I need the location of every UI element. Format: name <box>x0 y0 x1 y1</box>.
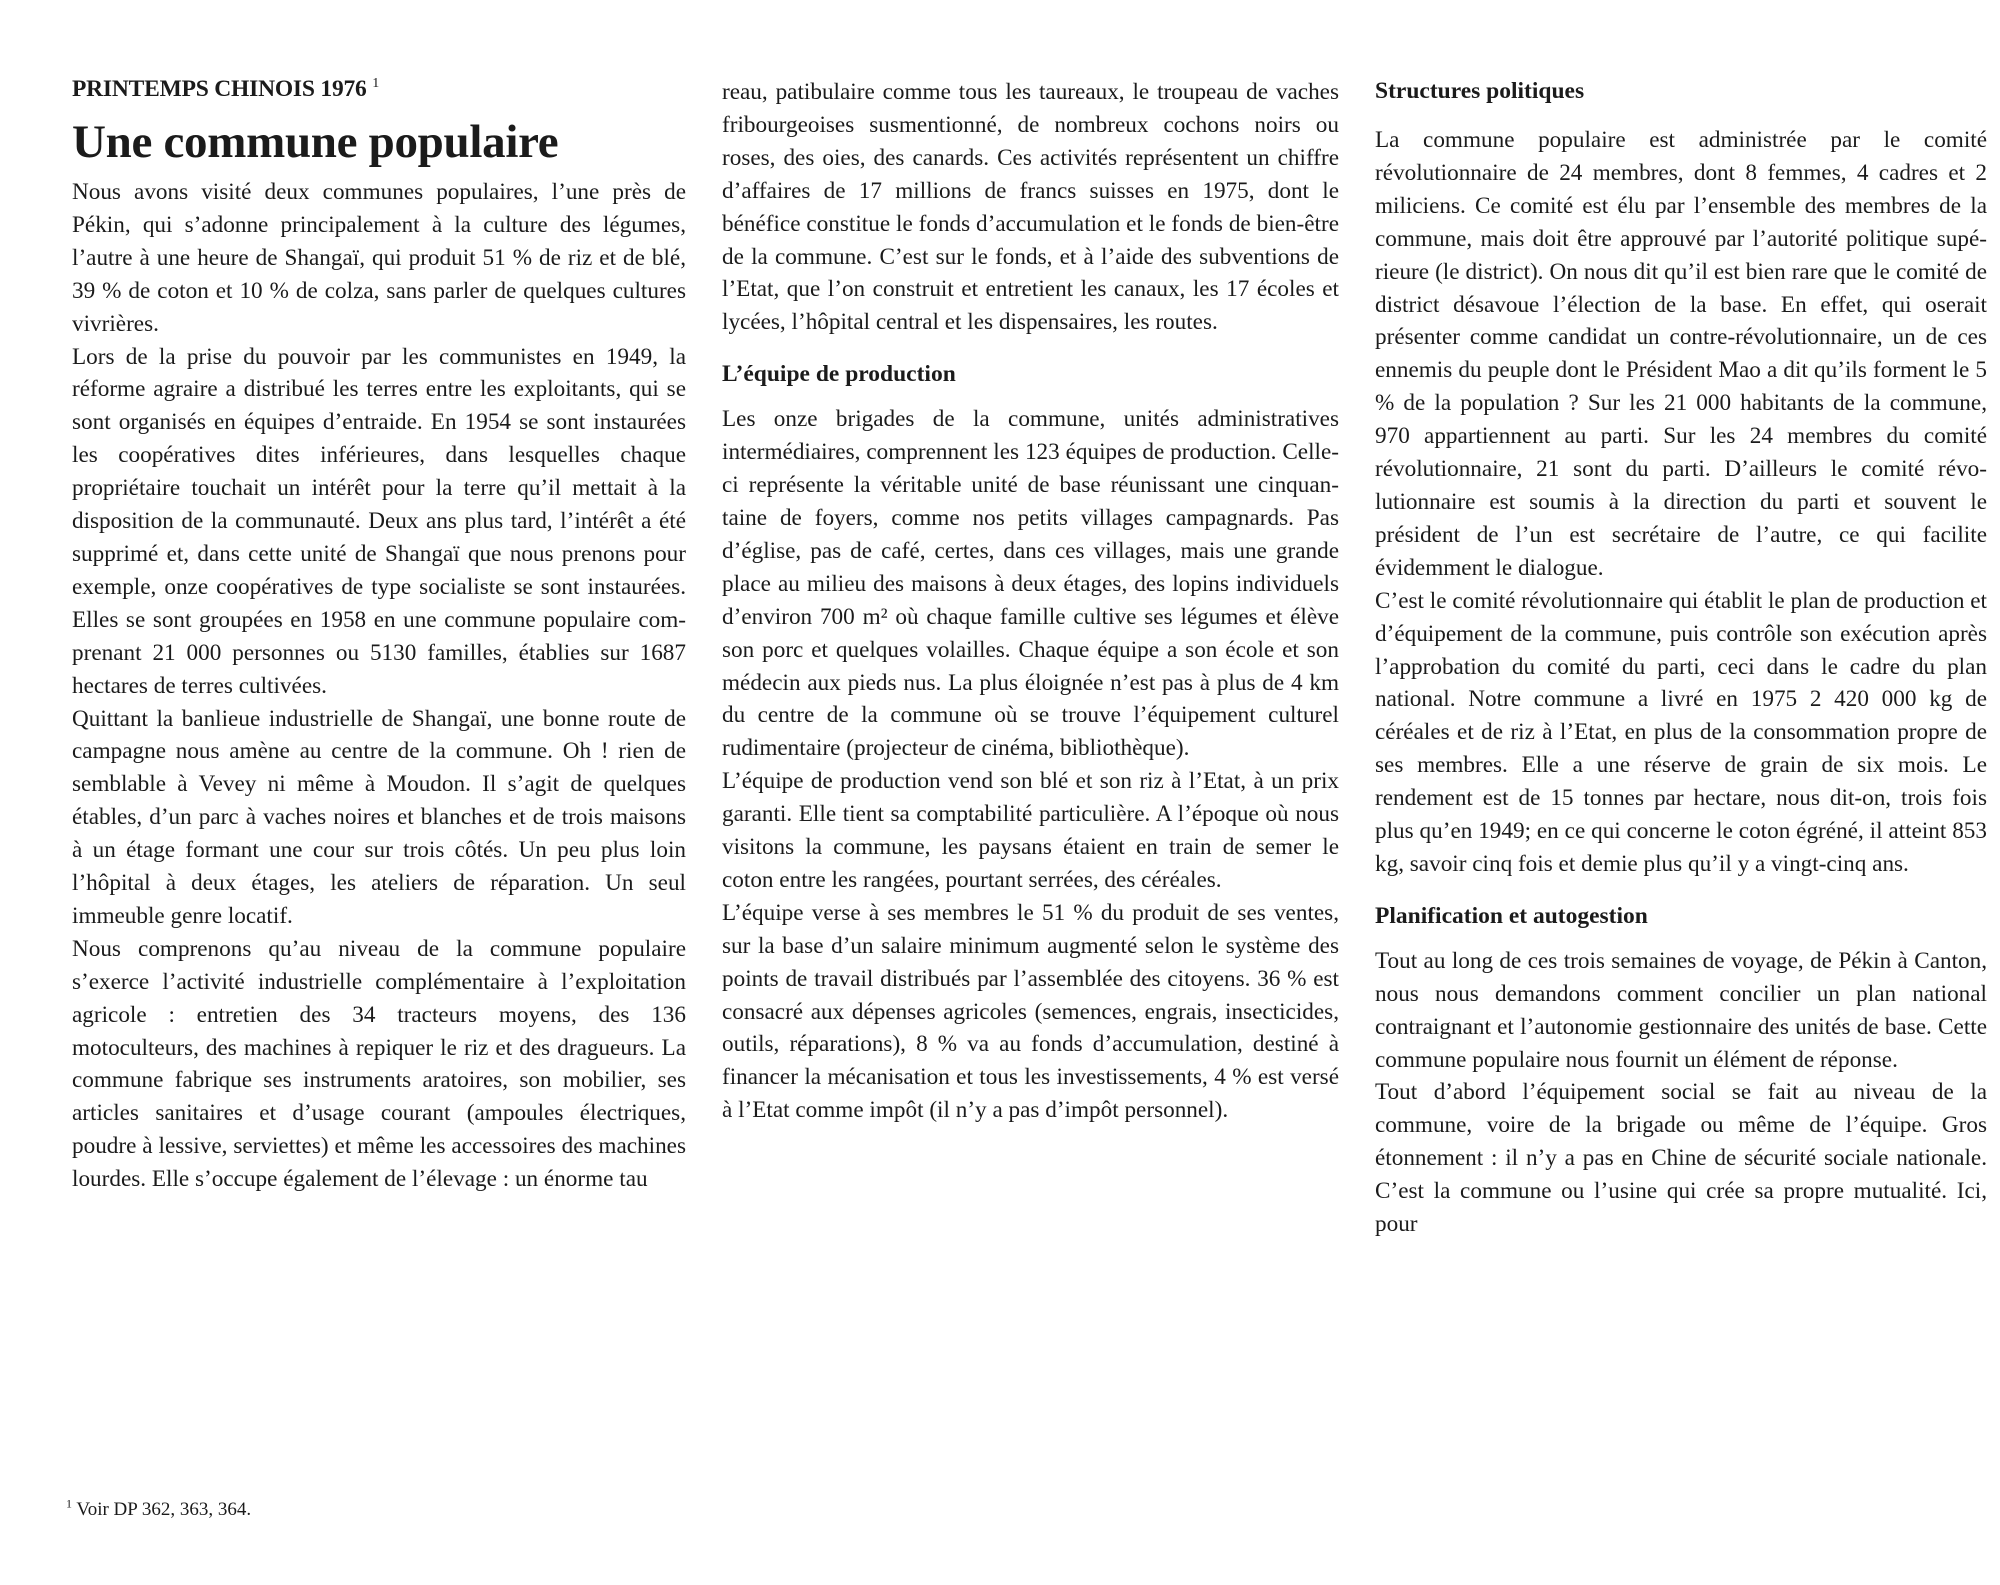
paragraph: Lors de la prise du pouvoir par les communistes en 1949, la réforme agraire a distribué les terres entre les exploitants, qui se sont organisés en équipes d’entraide. En 1954 se sont instaurées les coopératives dites inférieures, dans lesquelles chaque propriétaire touchait un intérêt pour la terre qu’il mettait à la disposition de la communauté. Deux ans plus tard, l’intérêt a été supprimé et, dans cette unité de Shangaï que nous prenons pour exemple, onze coopératives de type socialiste se sont instaurées. Elles se sont groupées en 1958 en une commune populaire comprenant 21 000 personnes ou 5130 familles, établies sur 1687 hectares de terres cultivées. <box>72 343 686 699</box>
column-2 <box>722 76 1339 1127</box>
footnote-text: Voir DP 362, 363, 364. <box>76 1499 252 1520</box>
section-heading-politics: Structures politiques <box>1375 78 1585 104</box>
paragraph: Tout au long de ces trois semaines de voyage, de Pékin à Canton, nous nous demandons comment concilier un plan national contraignant et l’autonomie gestionnaire des unités de base. Cette commune populaire nous fournit un élément de réponse. <box>1375 947 1987 1073</box>
paragraph: C’est le comité révolutionnaire qui établit le plan de production et d’équipement de la commune, puis contrôle son exécution après l’approbation du comité du parti, ceci dans le cadre du plan national. Notre commune a livré en 1975 2 420 000 kg de céréales et de riz à l’Etat, en plus de la consommation propre de ses membres. Elle a une réserve de grain de six mois. Le rendement est de 15 tonnes par hectare, nous dit-on, trois fois plus qu’en 1949; en ce qui concerne le coton égréné, il atteint 853 kg, savoir cinq fois et demie plus qu’il y a vingt-cinq ans. <box>1375 587 1987 877</box>
paragraph: Les onze brigades de la commune, unités administratives intermédiaires, comprennent les 123 équipes de production. Celle-ci représente la véritable unité de base réunissant une cinquantaine de foyers, comme nos petits villages campagnards. Pas d’église, pas de café, certes, dans ces villages, mais une grande place au milieu des maisons à deux étages, des lopins individuels d’environ 700 m² où chaque famille cultive ses légumes et élève son porc et quelques volailles. Chaque équipe a son école et son médecin aux pieds nus. La plus éloignée n’est pas à plus de 4 km du centre de la commune où se trouve l’équipement culturel rudimentaire (projecteur de cinéma, bibliothèque). <box>722 406 1339 762</box>
paragraph: La commune populaire est administrée par le comité révolutionnaire de 24 membres, dont 8 femmes, 4 cadres et 2 miliciens. Ce comité est élu par l’ensemble des membres de la commune, mais doit être approuvé par l’autorité politique supérieure (le district). On nous dit qu’il est bien rare que le comité de district désavoue l’élection de la base. En effet, qui oserait présenter comme candidat un contre-révolutionnaire, un de ces ennemis du peuple dont le Président Mao a dit qu’ils forment le 5 % de la population ? Sur les 21 000 habitants de la commune, 970 appartiennent au parti. Sur les 24 membres du comité révolutionnaire, 21 sont du parti. D’ailleurs le comité révolutionnaire est soumis à la direction du parti et souvent le président de l’un est secrétaire de l’autre, ce qui facilite évidemment le dialogue. <box>1375 127 1987 581</box>
paragraph: reau, patibulaire comme tous les taureaux, le troupeau de vaches fribourgeoises susmentionné, de nombreux cochons noirs ou roses, des oies, des canards. Ces activités représentent un chiffre d’affaires de 17 millions de francs suisses en 1975, dont le bénéfice constitue le fonds d’accumulation et le fonds de bien-être de la commune. C’est sur le fonds, et à l’aide des subventions de l’Etat, que l’on construit et entretient les canaux, les 17 écoles et lycées, l’hôpital central et les dispensaires, les routes. <box>722 79 1339 336</box>
kicker-text: PRINTEMPS CHINOIS 1976 <box>72 76 367 102</box>
paragraph: Nous comprenons qu’au niveau de la commune populaire s’exerce l’activité industrielle complémentaire à l’exploitation agricole : entretien des 34 tracteurs moyens, des 136 motoculteurs, des machines à repiquer le riz et des dragueurs. La commune fabrique ses instruments aratoires, son mobilier, ses articles sanitaires et d’usage courant (ampoules électriques, poudre à lessive, serviettes) et même les accessoires des machines lourdes. Elle s’occupe également de l’élevage : un énorme tau <box>72 935 686 1193</box>
paragraph: Nous avons visité deux communes populaires, l’une près de Pékin, qui s’adonne principalement à la culture des légumes, l’autre à une heure de Shangaï, qui produit 51 % de riz et de blé, 39 % de coton et 10 % de colza, sans parler de quelques cultures vivrières. <box>72 179 686 337</box>
section-heading-production: L’équipe de production <box>722 361 956 388</box>
paragraph: Quittant la banlieue industrielle de Shangaï, une bonne route de campagne nous amène au centre de la commune. Oh ! rien de semblable à Vevey ni même à Moudon. Il s’agit de quelques étables, d’un parc à vaches noires et blanches et de trois maisons à un étage formant une cour sur trois côtés. Un peu plus loin l’hôpital à deux étages, les ateliers de réparation. Un seul immeuble genre locatif. <box>72 705 686 929</box>
paragraph: L’équipe de production vend son blé et son riz à l’Etat, à un prix garanti. Elle tient sa comptabilité particulière. A l’époque où nous visitons la commune, les paysans étaient en train de semer le coton entre les rangées, pourtant serrées, des céréales. <box>722 768 1339 893</box>
column-1 <box>72 74 686 1196</box>
footnote-marker: 1 <box>66 1496 72 1511</box>
column-3 <box>1375 76 1987 1241</box>
paragraph: Tout d’abord l’équipement social se fait au niveau de la commune, voire de la brigade ou même de l’équipe. Gros étonnement : il n’y a pas en Chine de sécurité sociale nationale. C’est la commune ou l’usine qui crée sa propre mutualité. Ici, pour <box>1375 1079 1987 1238</box>
section-heading-planning: Planification et autogestion <box>1375 902 1648 929</box>
paragraph: L’équipe verse à ses membres le 51 % du produit de ses ventes, sur la base d’un salaire minimum augmenté selon le système des points de travail distribués par l’assemblée des citoyens. 36 % est consacré aux dépenses agricoles (semences, engrais, insecticides, outils, réparations), 8 % va au fonds d’accumulation, destiné à financer la mécanisation et tous les investissements, 4 % est versé à l’Etat comme impôt (il n’y a pas d’impôt personnel). <box>722 899 1339 1124</box>
footnote <box>66 1498 251 1522</box>
article-title: Une commune populaire <box>72 116 559 168</box>
kicker-footnote-marker: 1 <box>372 76 380 92</box>
article-kicker <box>72 74 686 104</box>
